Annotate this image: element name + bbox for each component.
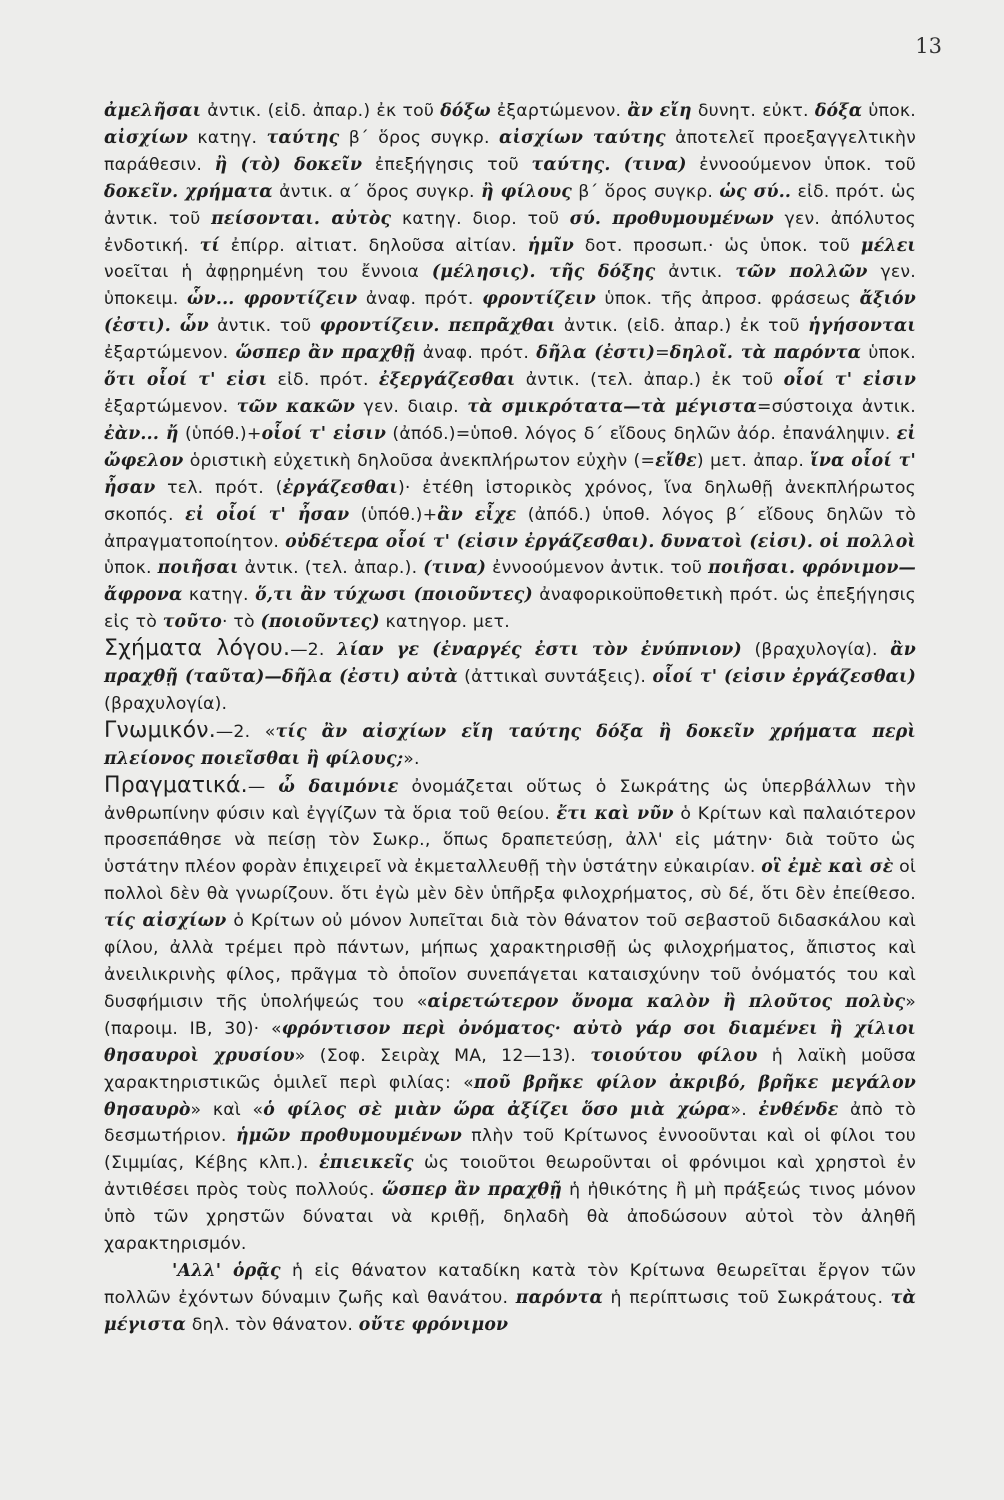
text-run: ἀντικ. (τελ. ἀπαρ.). — [238, 558, 424, 579]
quoted-term: αἰσχίων ταύτης — [499, 127, 666, 148]
text-run: —2. « — [215, 721, 276, 742]
quoted-term: ἐνθένδε — [758, 1099, 839, 1120]
text-run: εἰδ. πρότ. ὡς ἀντικ. τοῦ — [104, 181, 916, 229]
quoted-term: ὅτι οἷοί τ' εἰσι — [104, 370, 268, 391]
text-run: ἡ εἰς θάνατον καταδίκη κατὰ τὸν Κρίτωνα θεωρεῖται ἔργον τῶν πολλῶν ἐχόντων δύναμιν ζωῆς καὶ θανάτου. — [104, 1260, 916, 1308]
text-run: (ἀττικαὶ συντάξεις). — [457, 667, 653, 688]
text-run: ἀναφορικοϋποθετικὴ πρότ. ὡς ἐπεξήγησις εἰς τὸ — [104, 585, 916, 633]
text-run: ἡ λαϊκὴ μοῦσα χαρακτηριστικῶς ὁμιλεῖ περὶ φιλίας: « — [104, 1045, 916, 1093]
text-run: δηλ. τὸν θάνατον. — [186, 1314, 359, 1335]
text-run: οἱ πολλοὶ δὲν θὰ γνωρίζουν. ὅτι ἐγὼ μὲν δὲν ὑπῆρξα φιλοχρήματος, σὺ δέ, ὅτι δὲν ἐπείθεσο. — [104, 857, 916, 905]
text-run: ἡ περίπτωσις τοῦ Σωκράτους. — [603, 1287, 891, 1308]
quoted-term: δῆλα (ἐστι) — [536, 343, 656, 364]
text-run: ) μετ. ἀπαρ. — [696, 450, 811, 471]
quoted-term: ἡμῶν προθυμουμένων — [236, 1126, 462, 1147]
quoted-term: ἔτι καὶ νῦν — [556, 803, 674, 824]
text-run: κατηγ. διορ. τοῦ — [391, 208, 570, 229]
text-run: ἀναφ. πρότ. — [415, 343, 537, 364]
quoted-term: ὡς σύ.. — [719, 181, 792, 202]
quoted-term: ἂν εἴη — [627, 101, 692, 121]
quoted-term: ἀμελῆσαι — [104, 101, 202, 121]
text-run: κατηγορ. μετ. — [379, 612, 510, 633]
quoted-term: οὔτε φρόνιμον — [358, 1314, 509, 1335]
quoted-term: ποῦ βρῆκε φίλον ἀκριβό, βρῆκε μεγάλον θησαυρὸ — [104, 1072, 916, 1120]
quoted-term: λίαν γε (ἐναργές ἐστι τὸν ἐνύπνιον) — [337, 640, 742, 661]
text-run: κατηγ. — [187, 127, 267, 148]
page-number: 13 — [915, 34, 942, 58]
quoted-term: δηλοῖ. τὰ παρόντα — [669, 343, 862, 364]
text-run: β΄ ὅρος συγκρ. — [571, 181, 720, 202]
quoted-term: δόξω — [440, 101, 491, 121]
text-run: ὁ Κρίτων οὐ μόνον λυπεῖται διὰ τὸν θάνατον τοῦ σεβαστοῦ διδασκάλου καὶ φίλου, ἀλλὰ τρέμει πρὸ πάντων, μήπως χαρακτηρισθῇ ὡς φιλοχρήματος, ἄπιστος καὶ ἀνειλικρινὴς φίλος, πρᾶγμα τὸ ὁποῖον συνεπάγεται καταισχύνην τοῦ ὀνόματός του καὶ δυσφήμισιν τῆς ὑπολήψεώς του « — [104, 911, 916, 1012]
text-run: ἐννοούμενον ὑποκ. τοῦ — [686, 154, 916, 175]
quoted-term: ἐξεργάζεσθαι — [378, 370, 516, 391]
text-run: » (παροιμ. ΙΒ, 30)· « — [104, 991, 916, 1039]
quoted-term: ὦ δαιμόνιε — [278, 776, 399, 797]
quoted-term: τοιούτου φίλου — [590, 1045, 758, 1066]
quoted-term: αἱρετώτερον ὄνομα καλὸν ἢ πλοῦτος πολὺς — [427, 991, 906, 1012]
text-run: ὑποκ. τῆς ἀπροσ. φράσεως — [595, 289, 860, 310]
text-run: ἡ ἠθικότης ἢ μὴ πράξεώς τινος μόνον ὑπὸ τῶν χρηστῶν δύναται νὰ κριθῇ, δηλαδὴ θὰ ἀποδώσουν αὐτοὶ τὸν ἀληθῆ χαρακτηρισμόν. — [104, 1180, 917, 1255]
text-run: —2. — [290, 640, 338, 661]
text-run: γεν. διαιρ. — [355, 396, 468, 417]
quoted-term: ἡγήσονται — [808, 316, 916, 337]
quoted-term: ἄξιόν (ἐστι). ὧν — [104, 289, 916, 337]
quoted-term: φροντίζειν — [482, 289, 596, 310]
text-run: ἐξαρτώμενον. — [490, 101, 628, 121]
section-gnomikon — [104, 718, 916, 773]
section-text — [104, 722, 916, 769]
section-heading: Πραγματικά. — [104, 772, 248, 798]
quoted-term: ὥσπερ ἂν πραχθῇ — [235, 343, 416, 364]
quoted-term: (ποιοῦντες) — [260, 612, 380, 633]
text-run: (βραχυλογία). — [104, 693, 228, 714]
quoted-term: εἰ οἷοί τ' ἦσαν — [185, 504, 350, 525]
quoted-term: ἐπιεικεῖς — [319, 1153, 414, 1174]
quoted-term: τὰ μέγιστα — [104, 1287, 916, 1335]
quoted-term: ἂν πραχθῇ (ταῦτα)—δῆλα (ἐστι) αὐτὰ — [104, 640, 916, 688]
text-run: ἀπὸ τὸ δεσμωτήριον. — [104, 1099, 916, 1147]
text-run: ἀντικ. τοῦ — [208, 316, 320, 337]
quoted-term: ἡμῖν — [527, 235, 574, 256]
quoted-term: ἐὰν... ἤ — [104, 423, 179, 444]
quoted-term: οἳ ἐμὲ καὶ σὲ — [761, 857, 894, 878]
text-run: ἀντικ. — [655, 262, 736, 283]
quoted-term: αἰσχίων — [104, 127, 188, 148]
quoted-term: σύ. προθυμουμένων — [569, 208, 774, 229]
quoted-term: ὥσπερ ἂν πραχθῇ — [381, 1180, 562, 1201]
section-heading: Σχήματα λόγου. — [104, 636, 291, 662]
text-run: κατηγ. — [182, 585, 256, 606]
text-run: ἐννοούμενον ἀντικ. τοῦ — [486, 558, 709, 579]
text-run: νοεῖται ἡ ἀφῃρημένη του ἔννοια — [104, 262, 432, 283]
section-text — [104, 777, 916, 1254]
text-run: ὑποκ. — [104, 558, 158, 579]
text-run: ἀναφ. πρότ. — [357, 289, 483, 310]
quoted-term: τῶν κακῶν — [236, 396, 356, 417]
text-run: (ὑπόθ.)+ — [178, 423, 262, 444]
paragraph-final — [104, 1258, 916, 1339]
quoted-term: ἢ (τὸ) δοκεῖν — [214, 154, 363, 175]
text-run: ἀντικ. (εἰδ. ἀπαρ.) ἐκ τοῦ — [201, 101, 441, 121]
quoted-term: μέλει — [860, 235, 916, 256]
text-run: ἐξαρτώμενον. — [104, 396, 237, 417]
text-run: β΄ ὅρος συγκρ. — [339, 127, 500, 148]
text-run: (βραχυλογία). — [741, 640, 891, 661]
text-run: εἰδ. πρότ. — [267, 370, 379, 391]
text-run: — — [247, 776, 279, 797]
quoted-term: ἐργάζεσθαι — [282, 477, 398, 498]
text-run: ὑποκ. — [861, 343, 916, 364]
text-run: ὁριστικὴ εὐχετικὴ δηλοῦσα ἀνεκπλήρωτον εὐχὴν (= — [183, 450, 656, 471]
text-run: δοτ. προσωπ.· ὡς ὑποκ. τοῦ — [573, 235, 861, 256]
text-run: γεν. ὑποκειμ. — [104, 262, 916, 310]
text-run: τελ. πρότ. ( — [155, 477, 283, 498]
text-run: ». — [403, 748, 420, 769]
quoted-term: τίς ἂν αἰσχίων εἴη ταύτης δόξα ἢ δοκεῖν χρήματα περὶ πλείονος ποιεῖσθαι ἢ φίλους; — [104, 721, 916, 769]
section-heading: Γνωμικόν. — [104, 717, 216, 743]
quoted-term: εἴθε — [655, 450, 697, 471]
text-run: ὁ Κρίτων καὶ παλαιότερον προσεπάθησε νὰ πείσῃ τὸν Σωκρ., ὅπως δραπετεύσῃ, ἀλλ' εἰς μάτην· διὰ τοῦτο ὡς ὑστάτην πλέον φορὰν ἐπιχειρεῖ νὰ ἐκμεταλλευθῇ τὴν ὑστάτην εὐκαιρίαν. — [104, 803, 916, 878]
quoted-term: 'Αλλ' ὁρᾷς — [172, 1260, 281, 1281]
text-run: =σύστοιχα ἀντικ. — [756, 396, 916, 417]
quoted-term: τοῦτο — [162, 612, 223, 633]
text-run: πλὴν τοῦ Κρίτωνος ἐννοοῦνται καὶ οἱ φίλοι του (Σιμμίας, Κέβης κλπ.). — [104, 1126, 916, 1174]
quoted-term: ὅ,τι ἂν τύχωσι (ποιοῦντες) — [255, 585, 533, 606]
text-run: » (Σοφ. Σειρὰχ ΜΑ, 12—13). — [294, 1045, 591, 1066]
text-run: » καὶ « — [190, 1099, 264, 1120]
text-run: (ἀπόδ.) ὑποθ. λόγος β΄ εἴδους δηλῶν τὸ ἀπραγματοποίητον. — [104, 504, 916, 552]
text-run: ἐξαρτώμενον. — [104, 343, 236, 364]
quoted-term: οὐδέτερα οἷοί τ' (εἰσιν ἐργάζεσθαι). δυνατοὶ (εἰσι). οἱ πολλοὶ — [285, 531, 916, 552]
quoted-term: ἢ φίλους — [481, 181, 572, 202]
quoted-term: φρόντισον περὶ ὀνόματος· αὐτὸ γάρ σοι διαμένει ἢ χίλιοι θησαυροὶ χρυσίου — [104, 1018, 916, 1066]
quoted-term: οἷοί τ' εἰσιν — [783, 370, 917, 391]
quoted-term: τίς αἰσχίων — [104, 911, 227, 932]
quoted-term: ὁ φίλος σὲ μιὰν ὥρα ἀξίζει ὅσο μιὰ χώρα — [263, 1099, 731, 1120]
quoted-term: δόξα — [814, 101, 863, 121]
text-run: (ὑπόθ.)+ — [349, 504, 438, 525]
quoted-term: ποιῆσαι — [157, 558, 239, 579]
page-body — [104, 98, 916, 1339]
text-run: γεν. ἀπόλυτος ἐνδοτική. — [104, 208, 917, 256]
quoted-term: φροντίζειν. πεπρᾶχθαι — [319, 316, 556, 337]
quoted-term: δοκεῖν. χρήματα — [104, 181, 273, 202]
section-pragmatika — [104, 773, 916, 1258]
quoted-term: ἵνα οἷοί τ' ἦσαν — [104, 450, 916, 498]
quoted-term: ταύτης — [266, 127, 340, 148]
text-run: ὀνομάζεται οὕτως ὁ Σωκράτης ὡς ὑπερβάλλων τὴν ἀνθρωπίνην φύσιν καὶ ἐγγίζων τὰ ὅρια τοῦ θείου. — [104, 776, 916, 824]
text-run: ὡς τοιοῦτοι θεωροῦνται οἱ φρόνιμοι καὶ χρηστοὶ ἐν ἀντιθέσει πρὸς τοὺς πολλούς. — [104, 1153, 917, 1201]
quoted-term: εἰ ὤφελον — [104, 423, 916, 471]
quoted-term: ταύτης. (τινα) — [531, 154, 687, 175]
text-run: ἀντικ. α΄ ὅρος συγκρ. — [272, 181, 482, 202]
text-run: = — [655, 343, 670, 364]
text-run: (ἀπόδ.)=ὑποθ. λόγος δ΄ εἴδους δηλῶν ἀόρ. ἐπανάληψιν. — [386, 423, 897, 444]
text-run: )· ἐτέθη ἱστορικὸς χρόνος, ἵνα δηλωθῇ ἀνεκπλήρωτος σκοπός. — [104, 477, 917, 525]
quoted-term: οἷοί τ' (εἰσιν ἐργάζεσθαι) — [652, 667, 916, 688]
quoted-term: ποιῆσαι. φρόνιμον—ἄφρονα — [104, 558, 916, 606]
text-run: ἀντικ. (εἰδ. ἀπαρ.) ἐκ τοῦ — [555, 316, 809, 337]
quoted-term: τί — [199, 235, 220, 256]
quoted-term: παρόντα — [515, 1287, 604, 1308]
text-run: ἀντικ. (τελ. ἀπαρ.) ἐκ τοῦ — [515, 370, 784, 391]
section-schimata-logou — [104, 636, 916, 718]
text-run: ἀποτελεῖ προεξαγγελτικὴν παράθεσιν. — [104, 127, 916, 175]
quoted-term: πείσονται. αὐτὸς — [211, 208, 392, 229]
text-run: ». — [730, 1099, 759, 1120]
text-run: δυνητ. εὐκτ. — [691, 101, 815, 121]
quoted-term: ὧν... φροντίζειν — [187, 289, 358, 310]
quoted-term: (τινα) — [423, 558, 487, 579]
text-run: ἐπεξήγησις τοῦ — [362, 154, 532, 175]
text-run: ἐπίρρ. αἰτιατ. δηλοῦσα αἰτίαν. — [219, 235, 528, 256]
text-run: ὑποκ. — [862, 101, 916, 121]
quoted-term: τῶν πολλῶν — [735, 262, 868, 283]
text-run: · τὸ — [222, 612, 261, 633]
paragraph-syntax-notes — [104, 98, 916, 636]
quoted-term: ἂν εἶχε — [437, 504, 517, 525]
quoted-term: τὰ σμικρότατα—τὰ μέγιστα — [467, 396, 757, 417]
quoted-term: οἷοί τ' εἰσιν — [261, 423, 387, 444]
quoted-term: (μέλησις). τῆς δόξης — [431, 262, 656, 283]
